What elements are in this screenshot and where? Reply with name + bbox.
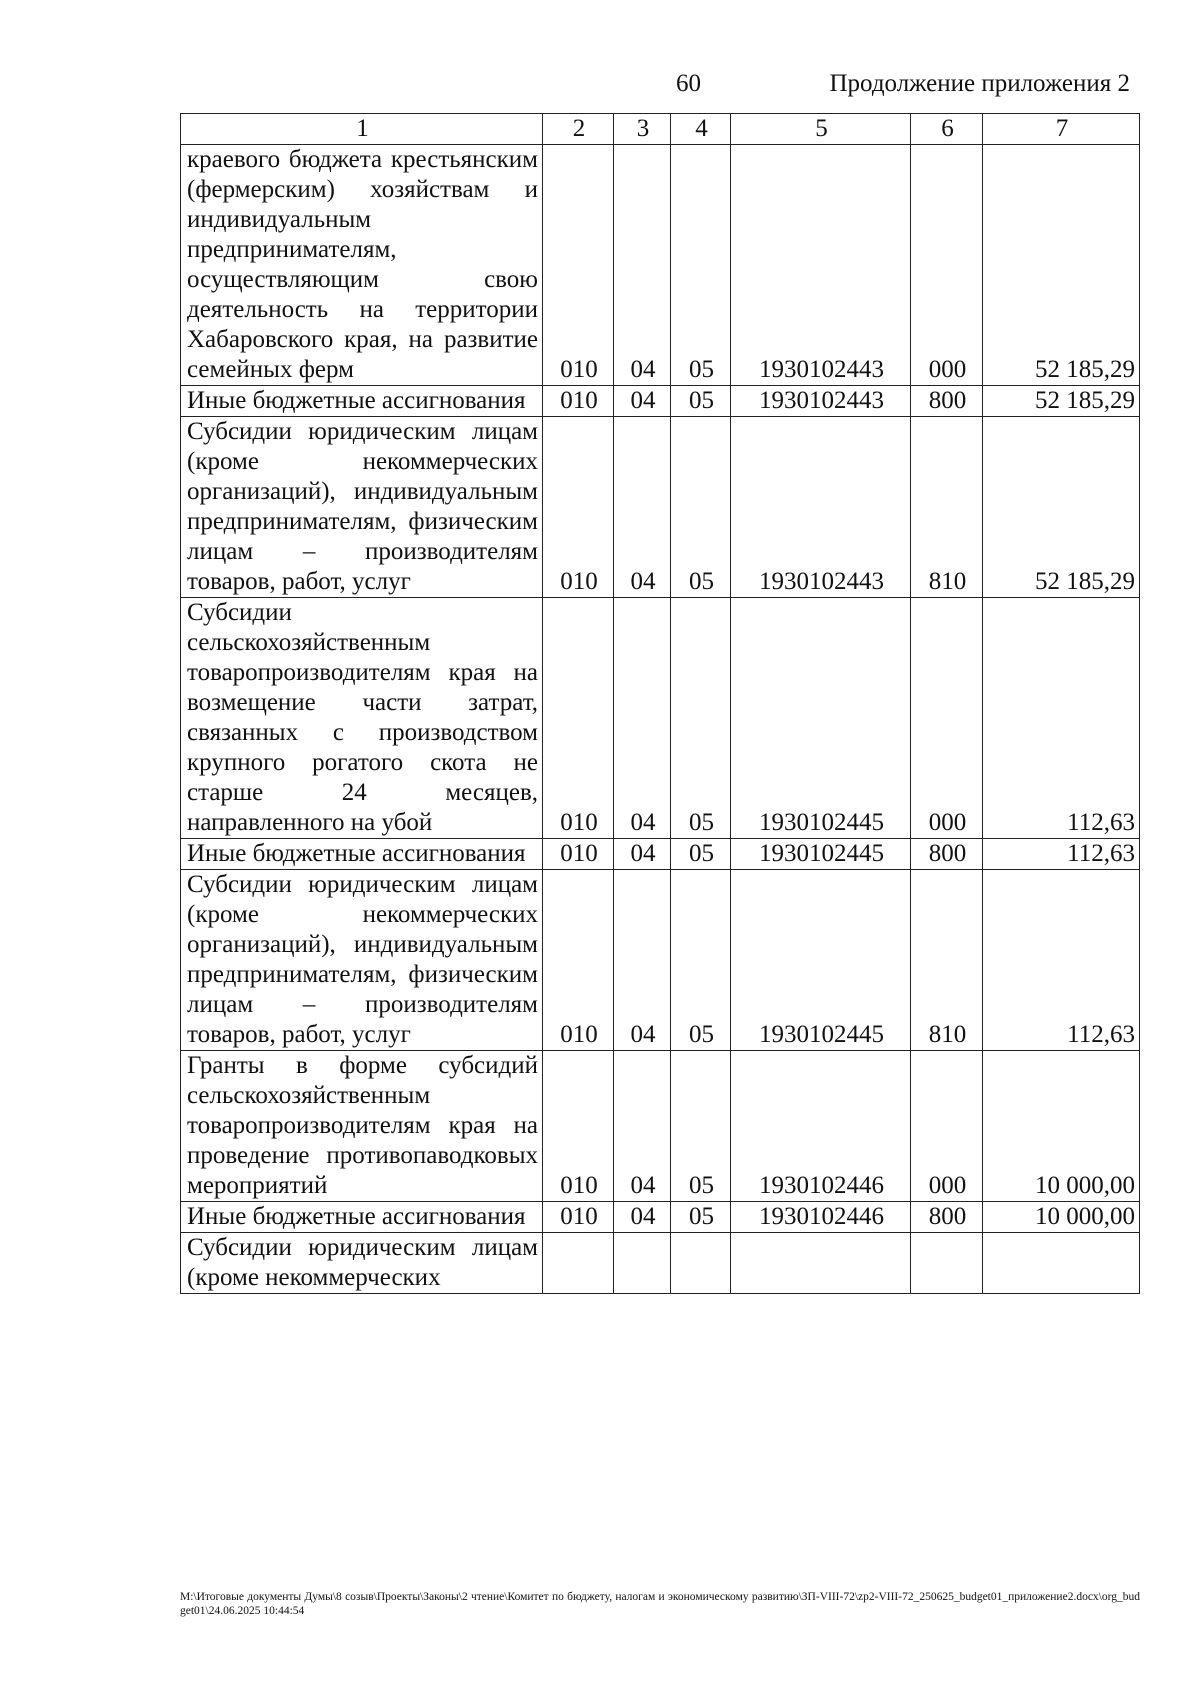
cell-expense-type: 800 bbox=[911, 1202, 983, 1233]
cell-subsection: 05 bbox=[671, 1202, 731, 1233]
table-row bbox=[181, 145, 1140, 386]
cell-subsection: 05 bbox=[671, 145, 731, 386]
cell-admin-code bbox=[543, 1233, 614, 1294]
cell-expense-type: 000 bbox=[911, 1051, 983, 1202]
cell-target-article: 1930102443 bbox=[731, 417, 911, 598]
cell-admin-code: 010 bbox=[543, 386, 614, 417]
page-number: 60 bbox=[676, 70, 701, 97]
cell-admin-code: 010 bbox=[543, 598, 614, 839]
cell-admin-code: 010 bbox=[543, 870, 614, 1051]
row-name: Гранты в форме субсидий сельскохозяйственным товаропроизводителям края на проведение противопаводковых мероприятий bbox=[181, 1051, 543, 1202]
file-path-footer: M:\Итоговые документы Думы\8 созыв\Проекты\Законы\2 чтение\Комитет по бюджету, налогам и экономическому развитию\ЗП-VIII-72\zp2-VIII-72_250625_budget01_приложение2.docx\org_budget01\24.06.2025 10:44:54 bbox=[180, 1591, 1140, 1617]
table-row bbox=[181, 386, 1140, 417]
cell-section: 04 bbox=[614, 839, 671, 870]
cell-section: 04 bbox=[614, 417, 671, 598]
cell-expense-type bbox=[911, 1233, 983, 1294]
cell-amount: 52 185,29 bbox=[983, 386, 1140, 417]
column-header: 3 bbox=[614, 114, 671, 145]
cell-subsection: 05 bbox=[671, 839, 731, 870]
row-name: Субсидии юридическим лицам (кроме некоммерческих организаций), индивидуальным предпринимателям, физическим лицам – производителям товаров, работ, услуг bbox=[181, 417, 543, 598]
cell-target-article: 1930102443 bbox=[731, 145, 911, 386]
row-name: Иные бюджетные ассигнования bbox=[181, 1202, 543, 1233]
cell-admin-code: 010 bbox=[543, 417, 614, 598]
column-header: 7 bbox=[983, 114, 1140, 145]
cell-target-article: 1930102445 bbox=[731, 598, 911, 839]
cell-target-article: 1930102445 bbox=[731, 839, 911, 870]
budget-table bbox=[180, 113, 1140, 1294]
row-name: Субсидии юридическим лицам (кроме некоммерческих организаций), индивидуальным предпринимателям, физическим лицам – производителям товаров, работ, услуг bbox=[181, 870, 543, 1051]
cell-expense-type: 800 bbox=[911, 839, 983, 870]
cell-section bbox=[614, 1233, 671, 1294]
cell-target-article: 1930102445 bbox=[731, 870, 911, 1051]
cell-expense-type: 000 bbox=[911, 145, 983, 386]
cell-amount: 112,63 bbox=[983, 598, 1140, 839]
cell-section: 04 bbox=[614, 1051, 671, 1202]
cell-target-article: 1930102443 bbox=[731, 386, 911, 417]
cell-expense-type: 000 bbox=[911, 598, 983, 839]
cell-expense-type: 810 bbox=[911, 417, 983, 598]
cell-expense-type: 800 bbox=[911, 386, 983, 417]
cell-admin-code: 010 bbox=[543, 1051, 614, 1202]
column-header: 1 bbox=[181, 114, 543, 145]
row-name: краевого бюджета крестьянским (фермерским) хозяйствам и индивидуальным предпринимателям, осуществляющим свою деятельность на территории Хабаровского края, на развитие семейных ферм bbox=[181, 145, 543, 386]
cell-amount: 10 000,00 bbox=[983, 1051, 1140, 1202]
row-name: Субсидии сельскохозяйственным товаропроизводителям края на возмещение части затрат, связанных с производством крупного рогатого скота не старше 24 месяцев, направленного на убой bbox=[181, 598, 543, 839]
cell-target-article bbox=[731, 1233, 911, 1294]
table-header-row bbox=[181, 114, 1140, 145]
table-row bbox=[181, 870, 1140, 1051]
cell-admin-code: 010 bbox=[543, 1202, 614, 1233]
table-row bbox=[181, 1233, 1140, 1294]
table-row bbox=[181, 1051, 1140, 1202]
cell-amount bbox=[983, 1233, 1140, 1294]
column-header: 5 bbox=[731, 114, 911, 145]
cell-section: 04 bbox=[614, 145, 671, 386]
continuation-label: Продолжение приложения 2 bbox=[829, 70, 1130, 97]
cell-section: 04 bbox=[614, 598, 671, 839]
cell-amount: 10 000,00 bbox=[983, 1202, 1140, 1233]
cell-amount: 52 185,29 bbox=[983, 145, 1140, 386]
table-row bbox=[181, 417, 1140, 598]
cell-section: 04 bbox=[614, 386, 671, 417]
cell-section: 04 bbox=[614, 1202, 671, 1233]
cell-subsection: 05 bbox=[671, 386, 731, 417]
cell-target-article: 1930102446 bbox=[731, 1202, 911, 1233]
table-row bbox=[181, 598, 1140, 839]
cell-admin-code: 010 bbox=[543, 145, 614, 386]
cell-section: 04 bbox=[614, 870, 671, 1051]
cell-subsection bbox=[671, 1233, 731, 1294]
table-row bbox=[181, 1202, 1140, 1233]
cell-admin-code: 010 bbox=[543, 839, 614, 870]
cell-subsection: 05 bbox=[671, 598, 731, 839]
cell-target-article: 1930102446 bbox=[731, 1051, 911, 1202]
cell-amount: 52 185,29 bbox=[983, 417, 1140, 598]
cell-subsection: 05 bbox=[671, 870, 731, 1051]
column-header: 6 bbox=[911, 114, 983, 145]
column-header: 4 bbox=[671, 114, 731, 145]
cell-subsection: 05 bbox=[671, 417, 731, 598]
row-name: Субсидии юридическим лицам (кроме некоммерческих bbox=[181, 1233, 543, 1294]
column-header: 2 bbox=[543, 114, 614, 145]
cell-amount: 112,63 bbox=[983, 839, 1140, 870]
row-name: Иные бюджетные ассигнования bbox=[181, 839, 543, 870]
table-row bbox=[181, 839, 1140, 870]
cell-subsection: 05 bbox=[671, 1051, 731, 1202]
row-name: Иные бюджетные ассигнования bbox=[181, 386, 543, 417]
cell-amount: 112,63 bbox=[983, 870, 1140, 1051]
cell-expense-type: 810 bbox=[911, 870, 983, 1051]
